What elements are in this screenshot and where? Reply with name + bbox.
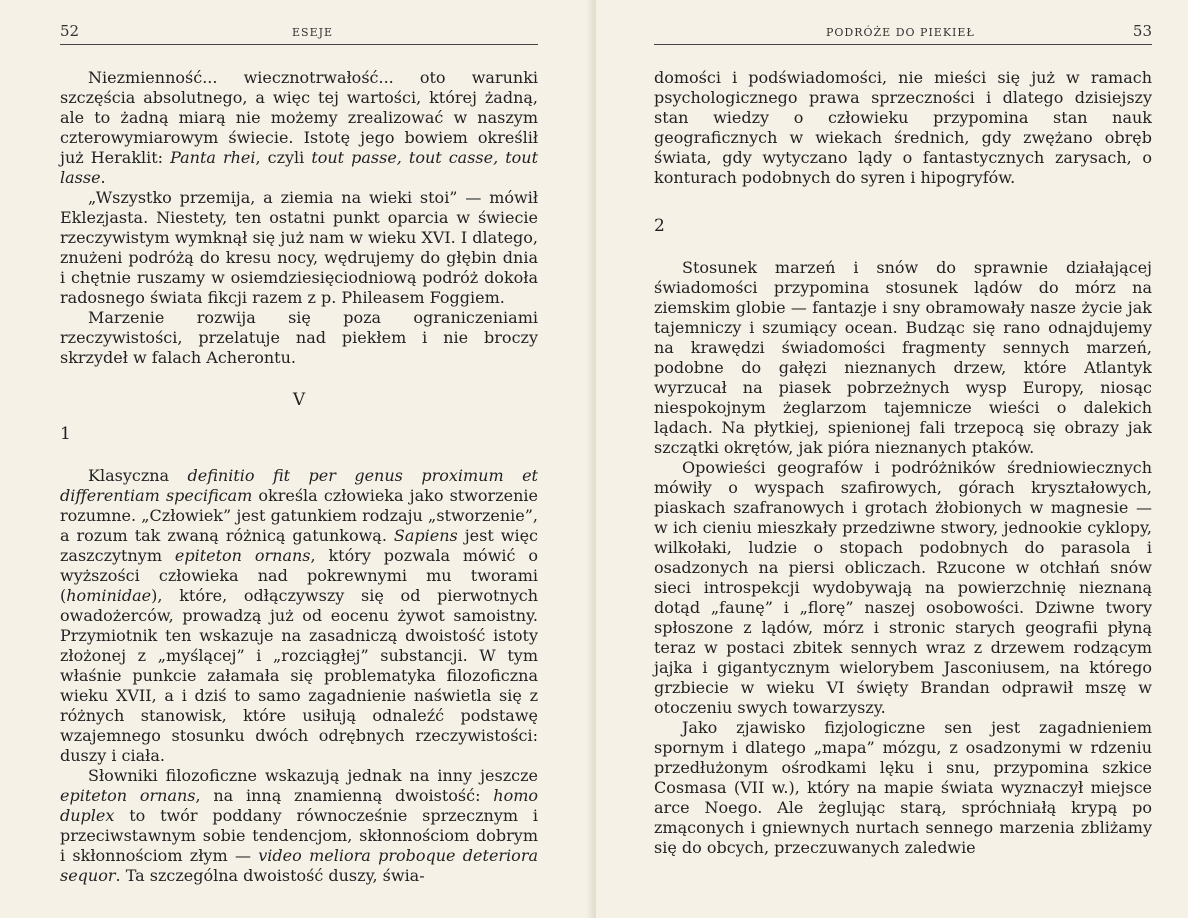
- paragraph: Marzenie rozwija się poza ograniczeniami rzeczywistości, przelatuje nad piekłem i nie broczy skrzydeł w falach Acherontu.: [60, 308, 538, 367]
- paragraph: „Wszystko przemija, a ziemia na wieki stoi” — mówił Eklezjasta. Niestety, ten ostatni punkt oparcia w świecie rzeczywistym wymknął się już nam w wieku XVI. I dlatego, znużeni podróżą do kresu nocy, wędrujemy do głębin dnia i chętnie ruszamy w osiemdziesięciodniową podróż dokoła radosnego świata fikcji razem z p. Phileasem Foggiem.: [60, 188, 538, 307]
- page-number: 52: [60, 22, 80, 40]
- running-head: ESEJE: [292, 26, 334, 39]
- paragraph: Jako zjawisko fizjologiczne sen jest zagadnieniem spornym i dlatego „mapa” mózgu, z osadzonymi w rdzeniu przedłużonym ośrodkami lęku i snu, przypomina szkice Cosmasa (VII w.), który na mapie świata wyznaczył miejsce arce Noego. Ale żeglując starą, spróchniałą krypą po zmąconych i gniewnych nurtach sennego marzenia zbliżamy się do obcych, przeczuwanych zaledwie: [654, 718, 1152, 857]
- paragraph: domości i podświadomości, nie mieści się już w ramach psychologicznego prawa sprzeczności i dlatego dzisiejszy stan wiedzy o człowieku przypomina stan nauk geograficznych w wiekach średnich, gdy zwężano obręb świata, gdy wytyczano lądy o fantastycznych zarysach, o konturach podobnych do syren i hipogryfów.: [654, 68, 1152, 187]
- paragraph: Opowieści geografów i podróżników średniowiecznych mówiły o wyspach szafirowych, górach kryształowych, piaskach szafranowych i grotach żłobionych w magnesie — w ich cieniu mieszkały przedziwne stwory, jednookie cyklopy, wilkołaki, ludzie o stopach podobnych do parasola i osadzonych na piersi obliczach. Rzucone w otchłań snów sieci introspekcji wydobywają na powierzchnię nieznaną dotąd „faunę” i „florę” naszej osobowości. Dziwne twory spłoszone z lądów, mórz i stronic starych geografii płyną teraz w postaci zbitek sennych wraz z drzewem rodzącym jajka i gigantycznym wielorybem Jasconiusem, na którego grzbiecie w wieku VI święty Brandan odprawił mszę w otoczeniu swych towarzyszy.: [654, 458, 1152, 717]
- left-page: [0, 0, 592, 918]
- right-page: [596, 0, 1188, 918]
- paragraph: Klasyczna definitio fit per genus proximum et differentiam specificam określa człowieka jako stworzenie rozumne. „Człowiek” jest gatunkiem rodzaju „stworzenie”, a rozum tak zwaną różnicą gatunkową. Sapiens jest więc zaszczytnym epiteton ornans, który pozwala mówić o wyższości człowieka nad pokrewnymi mu tworami (hominidae), które, odłączywszy się od pierwotnych owadożerców, prowadzą już od eocenu żywot samoistny. Przymiotnik ten wskazuje na zasadniczą dwoistość istoty złożonej z „myślącej” i „rozciągłej” substancji. W tym właśnie punkcie załamała się problematyka filozoficzna wieku XVII, a i dziś to samo zagadnienie naświetla się z różnych stanowisk, które usiłują odnaleźć podstawę wzajemnego stosunku dwóch odrębnych rzeczywistości: duszy i ciała.: [60, 466, 539, 765]
- left-page-text: [60, 68, 538, 886]
- header-rule: [60, 44, 538, 45]
- right-page-header: [654, 22, 1152, 42]
- paragraph: Stosunek marzeń i snów do sprawnie działającej świadomości przypomina stosunek lądów do mórz na ziemskim globie — fantazje i sny obramowały nasze życie jak tajemniczy i szumiący ocean. Budząc się rano odnajdujemy na krawędzi świadomości fragmenty sennych marzeń, podobne do gałęzi nieznanych drzew, które Atlantyk wyrzucał na piasek pobrzeżnych wysp Europy, niosąc niespokojnym żeglarzom tajemnicze wieści o dalekich lądach. Na płytkiej, spienionej fali trzepocą się obrazy jak szczątki okrętów, jak pióra nieznanych ptaków.: [654, 258, 1152, 457]
- section-heading: V: [292, 390, 306, 410]
- subsection-number: 2: [654, 216, 665, 236]
- right-page-text: [654, 68, 1152, 858]
- page-number: 53: [1132, 22, 1152, 40]
- running-head: PODRÓŻE DO PIEKIEŁ: [826, 26, 975, 39]
- left-page-header: [60, 22, 538, 42]
- subsection-number: 1: [60, 424, 71, 444]
- paragraph: Niezmienność... wiecznotrwałość... oto warunki szczęścia absolutnego, a więc tej wartości, której żadną, ale to żadną miarą nie możemy zrealizować w naszym czterowymiarowym świecie. Istotę jego bowiem określił już Heraklit: Panta rhei, czyli tout passe, tout casse, tout lasse.: [60, 68, 539, 187]
- header-rule: [654, 44, 1152, 45]
- paragraph: Słowniki filozoficzne wskazują jednak na inny jeszcze epiteton ornans, na inną znamienną dwoistość: homo duplex to twór poddany równocześnie sprzecznym i przeciwstawnym sobie tendencjom, skłonnościom dobrym i skłonnościom złym — video meliora proboque deteriora sequor. Ta szczególna dwoistość duszy, świa-: [60, 766, 539, 885]
